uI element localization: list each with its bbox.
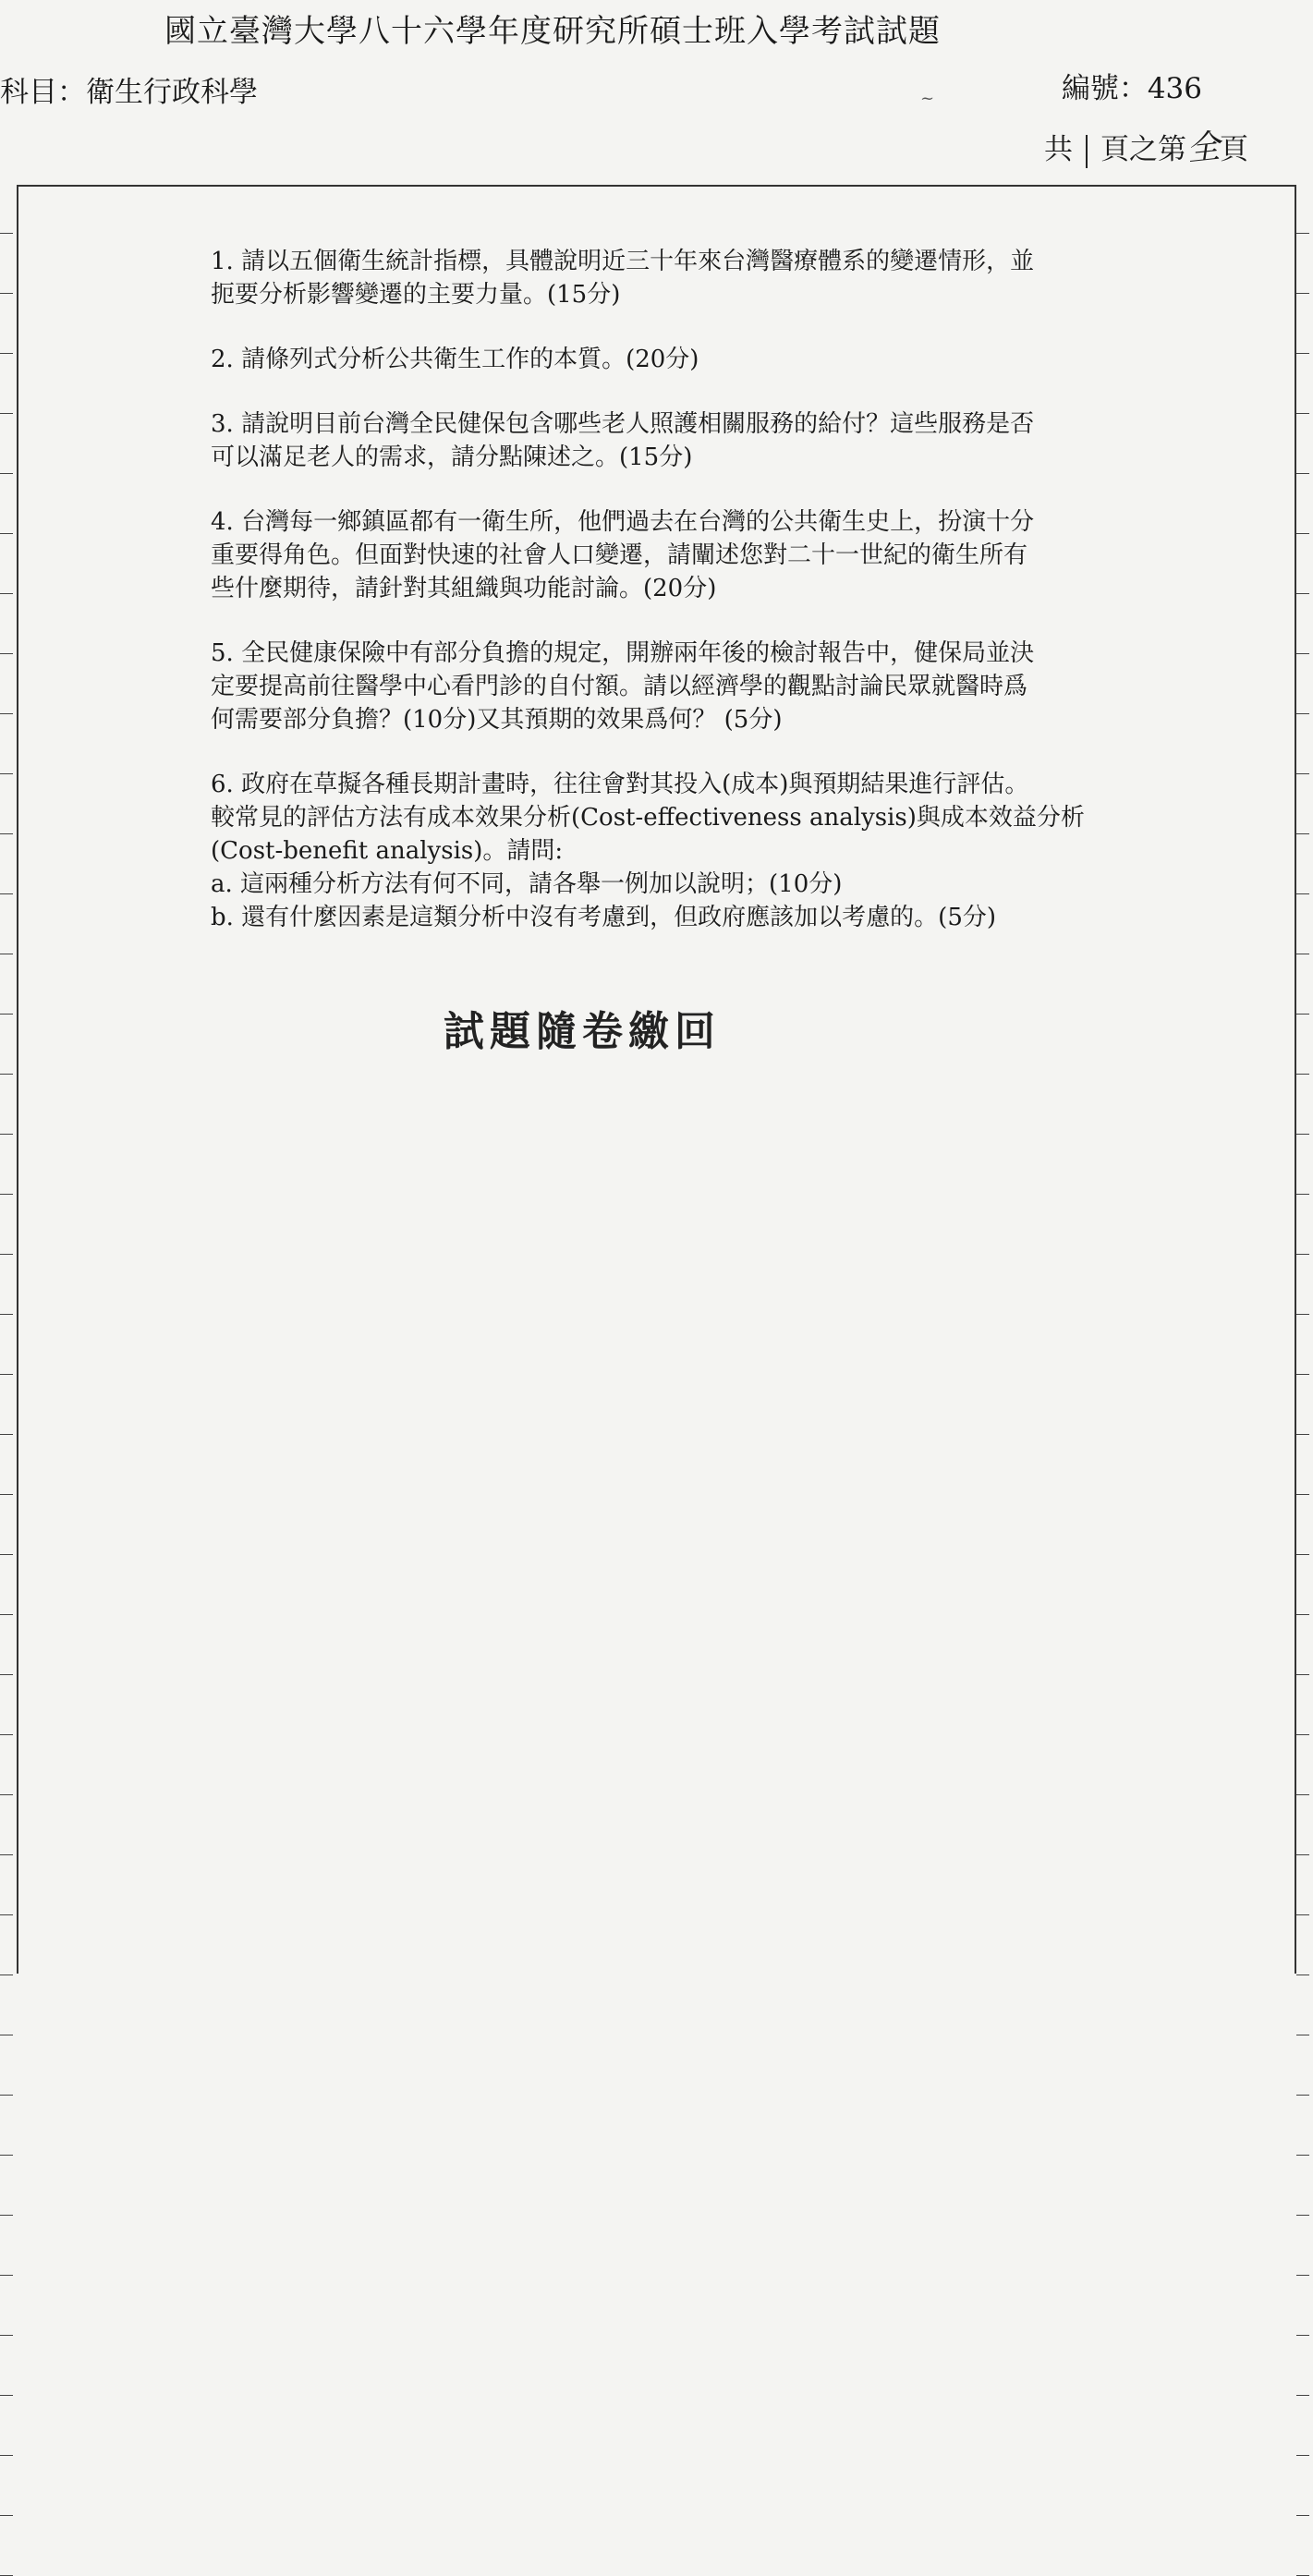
margin-tick (0, 413, 13, 414)
return-stamp: 試題隨卷繳回 (444, 1008, 721, 1055)
right-margin-ticks (1296, 185, 1313, 1974)
margin-tick (1296, 413, 1309, 414)
margin-tick (0, 1014, 13, 1015)
margin-tick (0, 713, 13, 714)
sub-question-a: a. 這兩種分析方法有何不同，請各舉一例加以說明；(10分) (211, 870, 843, 898)
question-line: 4. 台灣每一鄉鎮區都有一衛生所，他們過去在台灣的公共衛生史上，扮演十分 (211, 508, 1035, 536)
margin-tick (0, 593, 13, 594)
question-line: 5. 全民健康保險中有部分負擔的規定，開辦兩年後的檢討報告中，健保局並決 (211, 639, 1035, 667)
question-3 (211, 407, 1116, 474)
margin-tick (1296, 1014, 1309, 1015)
margin-tick (1296, 293, 1309, 294)
margin-tick (0, 1854, 13, 1855)
margin-tick (0, 2515, 13, 2516)
sub-question-b: b. 還有什麼因素是這類分析中沒有考慮到，但政府應該加以考慮的。(5分) (211, 904, 997, 931)
exam-code: 編號：436 (1061, 72, 1202, 105)
margin-tick (0, 1614, 13, 1615)
margin-tick (1296, 773, 1309, 774)
page-handwritten: 全 (1185, 128, 1222, 169)
margin-tick (1296, 1314, 1309, 1315)
margin-tick (1296, 473, 1309, 474)
question-line: 定要提高前往醫學中心看門診的自付額。請以經濟學的觀點討論民眾就醫時爲 (211, 673, 1028, 700)
margin-tick (1296, 2215, 1309, 2216)
question-4 (211, 505, 1116, 605)
margin-tick (1296, 2275, 1309, 2276)
margin-tick (1296, 713, 1309, 714)
margin-tick (1296, 1854, 1309, 1855)
margin-tick (1296, 1614, 1309, 1615)
page-count-mark (1086, 135, 1088, 168)
margin-tick (0, 1314, 13, 1315)
margin-tick (1296, 1914, 1309, 1915)
question-line: (Cost-benefit analysis)。請問: (211, 837, 564, 865)
margin-tick (0, 773, 13, 774)
margin-tick (0, 1674, 13, 1675)
question-line: 1. 請以五個衛生統計指標，具體說明近三十年來台灣醫療體系的變遷情形，並 (211, 248, 1035, 275)
margin-tick (1296, 1794, 1309, 1795)
margin-tick (1296, 2155, 1309, 2156)
margin-tick (0, 1074, 13, 1075)
page-suffix: 頁 (1220, 133, 1248, 166)
margin-tick (0, 1194, 13, 1195)
left-margin-ticks (0, 185, 17, 1974)
margin-tick (1296, 893, 1309, 894)
margin-tick (0, 2275, 13, 2276)
margin-tick (0, 893, 13, 894)
margin-tick (1296, 353, 1309, 354)
question-2 (211, 343, 1116, 376)
margin-tick (1296, 1074, 1309, 1075)
margin-tick (1296, 2455, 1309, 2456)
question-line: 2. 請條列式分析公共衛生工作的本質。(20分) (211, 346, 699, 373)
question-line: 些什麼期待，請針對其組織與功能討論。(20分) (211, 575, 717, 602)
margin-tick (0, 233, 13, 234)
margin-tick (0, 1554, 13, 1555)
margin-tick (0, 2155, 13, 2156)
margin-tick (0, 2095, 13, 2096)
margin-tick (0, 1134, 13, 1135)
subject-label: 科目：衛生行政科學 (0, 76, 258, 109)
question-line: 重要得角色。但面對快速的社會人口變遷，請闡述您對二十一世紀的衛生所有 (211, 541, 1028, 569)
margin-tick (0, 1914, 13, 1915)
margin-tick (1296, 593, 1309, 594)
margin-tick (0, 1374, 13, 1375)
question-line: 扼要分析影響變遷的主要力量。(15分) (211, 281, 621, 309)
margin-tick (0, 1434, 13, 1435)
margin-tick (0, 293, 13, 294)
margin-tick (0, 2455, 13, 2456)
question-list (211, 245, 1116, 966)
margin-tick (1296, 533, 1309, 534)
margin-tick (1296, 2335, 1309, 2336)
margin-tick (1296, 2515, 1309, 2516)
scan-mark: ~ (920, 89, 935, 108)
question-5 (211, 637, 1116, 736)
margin-tick (1296, 1554, 1309, 1555)
margin-tick (0, 833, 13, 834)
margin-tick (1296, 2095, 1309, 2096)
margin-tick (1296, 2395, 1309, 2396)
page-info (1044, 122, 1248, 169)
exam-title: 國立臺灣大學八十六學年度研究所碩士班入學考試試題 (164, 13, 941, 50)
margin-tick (1296, 1134, 1309, 1135)
page-middle: 頁之第 (1100, 133, 1186, 166)
margin-tick (0, 2395, 13, 2396)
margin-tick (0, 1794, 13, 1795)
margin-tick (1296, 1434, 1309, 1435)
margin-tick (0, 2335, 13, 2336)
question-line: 6. 政府在草擬各種長期計畫時，往往會對其投入(成本)與預期結果進行評估。 (211, 771, 1029, 798)
question-line: 何需要部分負擔？(10分)又其預期的效果爲何？ (5分) (211, 706, 783, 734)
margin-tick (1296, 1374, 1309, 1375)
question-6 (211, 768, 1116, 934)
question-1 (211, 245, 1116, 311)
question-line: 可以滿足老人的需求，請分點陳述之。(15分) (211, 444, 693, 471)
question-line: 較常見的評估方法有成本效果分析(Cost-effectiveness analysis)與成本效益分析 (211, 804, 1085, 832)
margin-tick (0, 533, 13, 534)
margin-tick (0, 1254, 13, 1255)
margin-tick (0, 353, 13, 354)
page-prefix: 共 (1043, 133, 1073, 166)
margin-tick (0, 1494, 13, 1495)
margin-tick (1296, 653, 1309, 654)
margin-tick (1296, 1494, 1309, 1495)
margin-tick (0, 2215, 13, 2216)
margin-tick (1296, 1674, 1309, 1675)
margin-tick (0, 653, 13, 654)
margin-tick (1296, 233, 1309, 234)
margin-tick (0, 473, 13, 474)
margin-tick (1296, 1194, 1309, 1195)
margin-tick (1296, 1254, 1309, 1255)
margin-tick (1296, 833, 1309, 834)
margin-tick (0, 1734, 13, 1735)
question-line: 3. 請說明目前台灣全民健保包含哪些老人照護相關服務的給付？這些服務是否 (211, 410, 1035, 438)
margin-tick (1296, 1734, 1309, 1735)
